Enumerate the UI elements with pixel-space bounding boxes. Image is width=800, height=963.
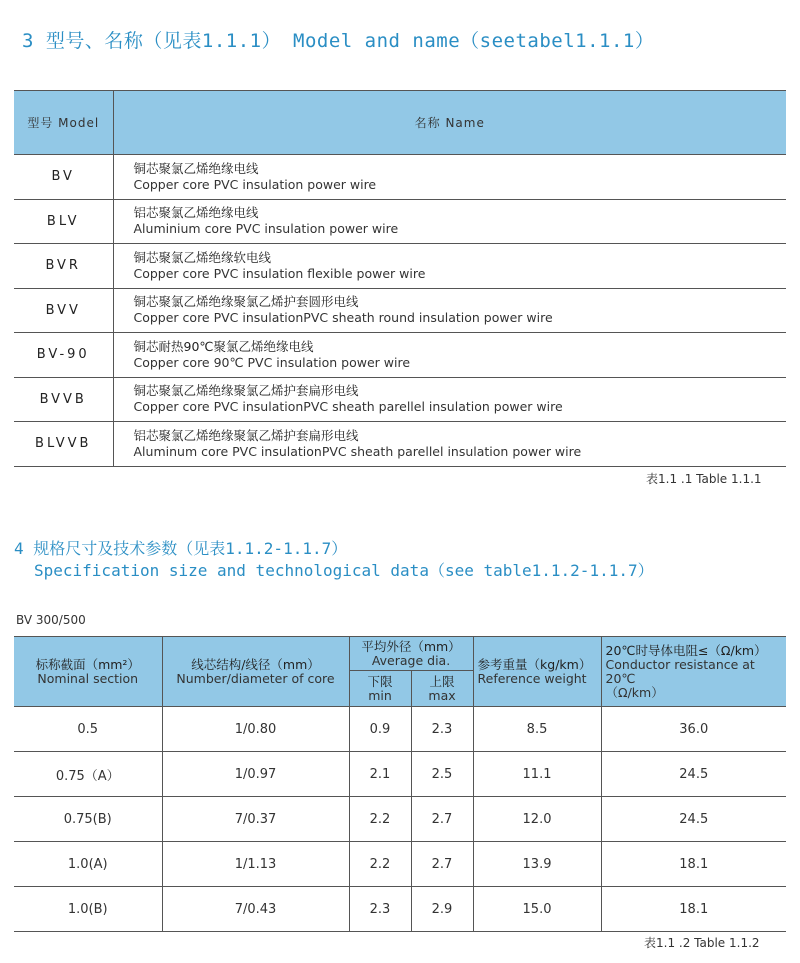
table-row — [14, 842, 786, 887]
cell-weight: 11.1 — [473, 752, 601, 797]
header-cn: 参考重量（kg/km） — [477, 656, 592, 672]
table-row — [14, 797, 786, 842]
model-name — [113, 199, 786, 244]
table-header-row — [14, 637, 786, 671]
cell-structure: 1/1.13 — [162, 842, 349, 887]
model-name — [113, 288, 786, 333]
header-cn: 线芯结构/线径（mm） — [191, 656, 320, 672]
table-row — [14, 199, 786, 244]
name-cn: 铜芯耐热90℃聚氯乙烯绝缘电线 — [133, 338, 314, 354]
table-label: BV 300/500 — [16, 613, 86, 627]
cell-min: 2.1 — [349, 752, 411, 797]
model-code: BVV — [14, 288, 113, 333]
name-en: Aluminum core PVC insulationPVC sheath parellel insulation power wire — [133, 443, 582, 459]
cell-structure: 1/0.80 — [162, 707, 349, 752]
cell-weight: 15.0 — [473, 887, 601, 932]
header-cn: 上限 — [429, 673, 455, 689]
section-4-title-en: Specification size and technological data（see table1.1.2-1.1.7） — [34, 561, 654, 580]
model-code: BV-90 — [14, 333, 113, 378]
model-code: BV — [14, 155, 113, 200]
header-max — [411, 671, 473, 707]
name-cn: 铜芯聚氯乙烯绝缘软电线 — [133, 249, 272, 265]
section-3-title: 3 型号、名称（见表1.1.1） Model and name（seetabel1.1.1） — [22, 30, 655, 52]
name-cn: 铝芯聚氯乙烯绝缘电线 — [133, 205, 259, 221]
cell-resistance: 24.5 — [601, 752, 786, 797]
cell-min: 2.2 — [349, 797, 411, 842]
cell-section: 0.5 — [14, 707, 162, 752]
header-en: Conductor resistance at 20℃ — [605, 656, 755, 686]
name-en: Copper core PVC insulationPVC sheath round insulation power wire — [133, 310, 553, 326]
model-name — [113, 377, 786, 422]
cell-max: 2.9 — [411, 887, 473, 932]
cell-min: 2.3 — [349, 887, 411, 932]
cell-weight: 13.9 — [473, 842, 601, 887]
cell-resistance: 18.1 — [601, 842, 786, 887]
header-en: Number/diameter of core — [176, 670, 335, 686]
model-code: BLVVB — [14, 422, 113, 467]
cell-weight: 12.0 — [473, 797, 601, 842]
table-row — [14, 155, 786, 200]
table-row — [14, 707, 786, 752]
cell-resistance: 24.5 — [601, 797, 786, 842]
name-en: Copper core PVC insulationPVC sheath parellel insulation power wire — [133, 399, 563, 415]
header-cn: 标称截面（mm²） — [35, 656, 140, 672]
cell-max: 2.3 — [411, 707, 473, 752]
name-en: Aluminium core PVC insulation power wire — [133, 221, 399, 237]
table-row — [14, 333, 786, 378]
model-code: BVR — [14, 244, 113, 289]
table-header-row — [14, 91, 786, 155]
header-en: max — [428, 687, 456, 703]
cell-max: 2.5 — [411, 752, 473, 797]
cell-section: 1.0(A) — [14, 842, 162, 887]
table-row — [14, 752, 786, 797]
header-en: （Ω/km） — [605, 684, 664, 700]
header-name: 名称 Name — [113, 91, 786, 155]
name-en: Copper core PVC insulation flexible power wire — [133, 265, 426, 281]
cell-weight: 8.5 — [473, 707, 601, 752]
header-model: 型号 Model — [14, 91, 113, 155]
header-cn: 20℃时导体电阻≤（Ω/km） — [605, 642, 767, 658]
model-code: BVVB — [14, 377, 113, 422]
name-en: Copper core PVC insulation power wire — [133, 176, 377, 192]
header-resistance — [601, 637, 786, 707]
section-4-title-cn: 4 规格尺寸及技术参数（见表1.1.2-1.1.7） — [14, 539, 348, 558]
table-row — [14, 244, 786, 289]
header-min — [349, 671, 411, 707]
header-en: Average dia. — [371, 652, 451, 668]
cell-section: 0.75（A） — [14, 752, 162, 797]
header-en: min — [368, 687, 392, 703]
table-row — [14, 377, 786, 422]
cell-structure: 1/0.97 — [162, 752, 349, 797]
cell-structure: 7/0.37 — [162, 797, 349, 842]
model-name-table — [14, 90, 786, 467]
name-cn: 铜芯聚氯乙烯绝缘聚氯乙烯护套圆形电线 — [133, 294, 359, 310]
model-name — [113, 244, 786, 289]
cell-section: 0.75(B) — [14, 797, 162, 842]
model-name — [113, 333, 786, 378]
spec-table — [14, 636, 786, 932]
header-en: Reference weight — [477, 670, 587, 686]
header-structure — [162, 637, 349, 707]
header-cn: 平均外径（mm） — [361, 638, 461, 654]
table-caption: 表1.1 .1 Table 1.1.1 — [646, 472, 762, 486]
cell-min: 2.2 — [349, 842, 411, 887]
cell-min: 0.9 — [349, 707, 411, 752]
table-row — [14, 288, 786, 333]
header-nominal-section — [14, 637, 162, 707]
table-row — [14, 887, 786, 932]
header-weight — [473, 637, 601, 707]
model-code: BLV — [14, 199, 113, 244]
header-average-dia — [349, 637, 473, 671]
header-cn: 下限 — [367, 673, 393, 689]
model-name — [113, 155, 786, 200]
cell-resistance: 18.1 — [601, 887, 786, 932]
model-name — [113, 422, 786, 467]
name-cn: 铜芯聚氯乙烯绝缘电线 — [133, 160, 259, 176]
cell-resistance: 36.0 — [601, 707, 786, 752]
cell-section: 1.0(B) — [14, 887, 162, 932]
name-cn: 铜芯聚氯乙烯绝缘聚氯乙烯护套扁形电线 — [133, 383, 359, 399]
header-en: Nominal section — [37, 670, 139, 686]
cell-max: 2.7 — [411, 797, 473, 842]
name-en: Copper core 90℃ PVC insulation power wire — [133, 354, 411, 370]
name-cn: 铝芯聚氯乙烯绝缘聚氯乙烯护套扁形电线 — [133, 427, 359, 443]
cell-structure: 7/0.43 — [162, 887, 349, 932]
table-caption: 表1.1 .2 Table 1.1.2 — [644, 936, 760, 950]
table-row — [14, 422, 786, 467]
cell-max: 2.7 — [411, 842, 473, 887]
